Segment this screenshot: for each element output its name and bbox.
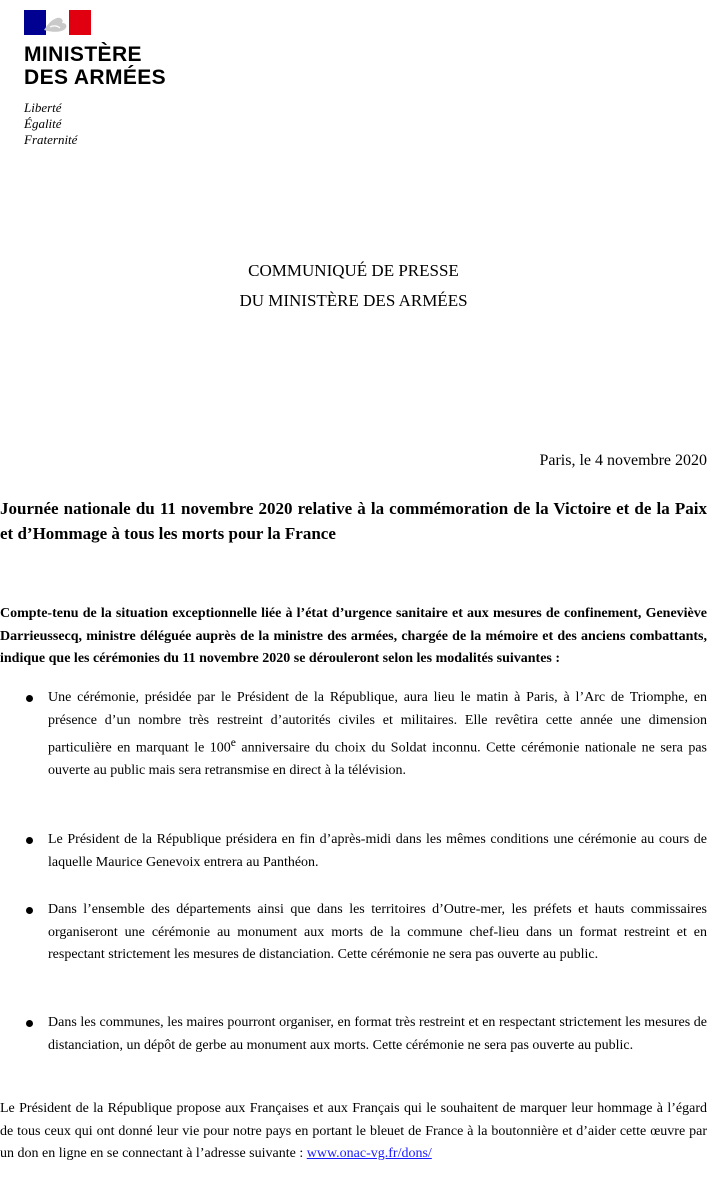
intro-paragraph: Compte-tenu de la situation exceptionnelle liée à l’état d’urgence sanitaire et aux mesures de confinement, Geneviève Darrieussecq, ministre déléguée auprès de la ministre des armées, chargée de la mémoire et des anciens combattants, indique que les cérémonies du 11 novembre 2020 se dérouleront selon les modalités suivantes :	[0, 606, 707, 666]
ministry-name	[24, 43, 166, 89]
donation-link[interactable]: www.onac-vg.fr/dons/	[306, 1146, 432, 1161]
motto-fraternite: Fraternité	[24, 132, 78, 147]
list-item-text: Dans l’ensemble des départements ainsi que dans les territoires d’Outre-mer, les préfets et hauts commissaires organiseront une cérémonie au monument aux morts de la commune chef-lieu dans un format restreint et en respectant strictement les mesures de distanciation. Cette cérémonie ne sera pas ouverte au public.	[48, 902, 707, 962]
list-item-text	[48, 687, 707, 783]
bullet-icon	[26, 907, 33, 914]
ministry-line-1: MINISTÈRE	[24, 43, 142, 66]
dateline: Paris, le 4 novembre 2020	[539, 452, 707, 469]
ordinal-superscript: e	[230, 736, 236, 749]
press-title-line-1: COMMUNIQUÉ DE PRESSE	[248, 261, 459, 280]
press-release-title	[0, 256, 707, 316]
list-item-text: Le Président de la République présidera en fin d’après-midi dans les mêmes conditions une cérémonie au cours de laquelle Maurice Genevoix entrera au Panthéon.	[48, 832, 707, 870]
bullet-icon	[26, 695, 33, 702]
list-item-text-part: Une cérémonie, présidée par le Président de la République, aura lieu le matin à Paris, à l’Arc de Triomphe, en présence d’un nombre très restreint d’autorités civiles et militaires. Elle revêtira cette année une dimension particulière en marquant le 100	[48, 690, 707, 756]
closing-paragraph	[0, 1098, 707, 1166]
bullet-icon	[26, 1020, 33, 1027]
headline: Journée nationale du 11 novembre 2020 relative à la commémoration de la Victoire et de la Paix et d’Hommage à tous les morts pour la France	[0, 499, 707, 543]
list-item-text: Dans les communes, les maires pourront organiser, en format très restreint et en respectant strictement les mesures de distanciation, un dépôt de gerbe au monument aux morts. Cette cérémonie ne sera pas ouverte au public.	[48, 1015, 707, 1053]
list-item-text-part: anniversaire du choix du Soldat inconnu. Cette cérémonie nationale ne sera pas ouverte au public mais sera retransmise en direct à la télévision.	[48, 740, 707, 779]
ministry-line-2: DES ARMÉES	[24, 66, 167, 89]
bullet-icon	[26, 837, 33, 844]
ministry-logo	[24, 10, 166, 148]
marianne-flag-icon	[24, 10, 91, 35]
closing-text: Le Président de la République propose aux Françaises et aux Français qui le souhaitent de marquer leur hommage à l’égard de tous ceux qui ont donné leur vie pour notre pays en portant le bleuet de France à la boutonnière et d’aider cette œuvre par un don en ligne en se connectant à l’adresse suivante :	[0, 1101, 707, 1161]
motto-liberte: Liberté	[24, 100, 62, 115]
motto-egalite: Égalité	[24, 116, 62, 131]
republic-motto	[24, 100, 166, 148]
press-title-line-2: DU MINISTÈRE DES ARMÉES	[239, 291, 468, 310]
